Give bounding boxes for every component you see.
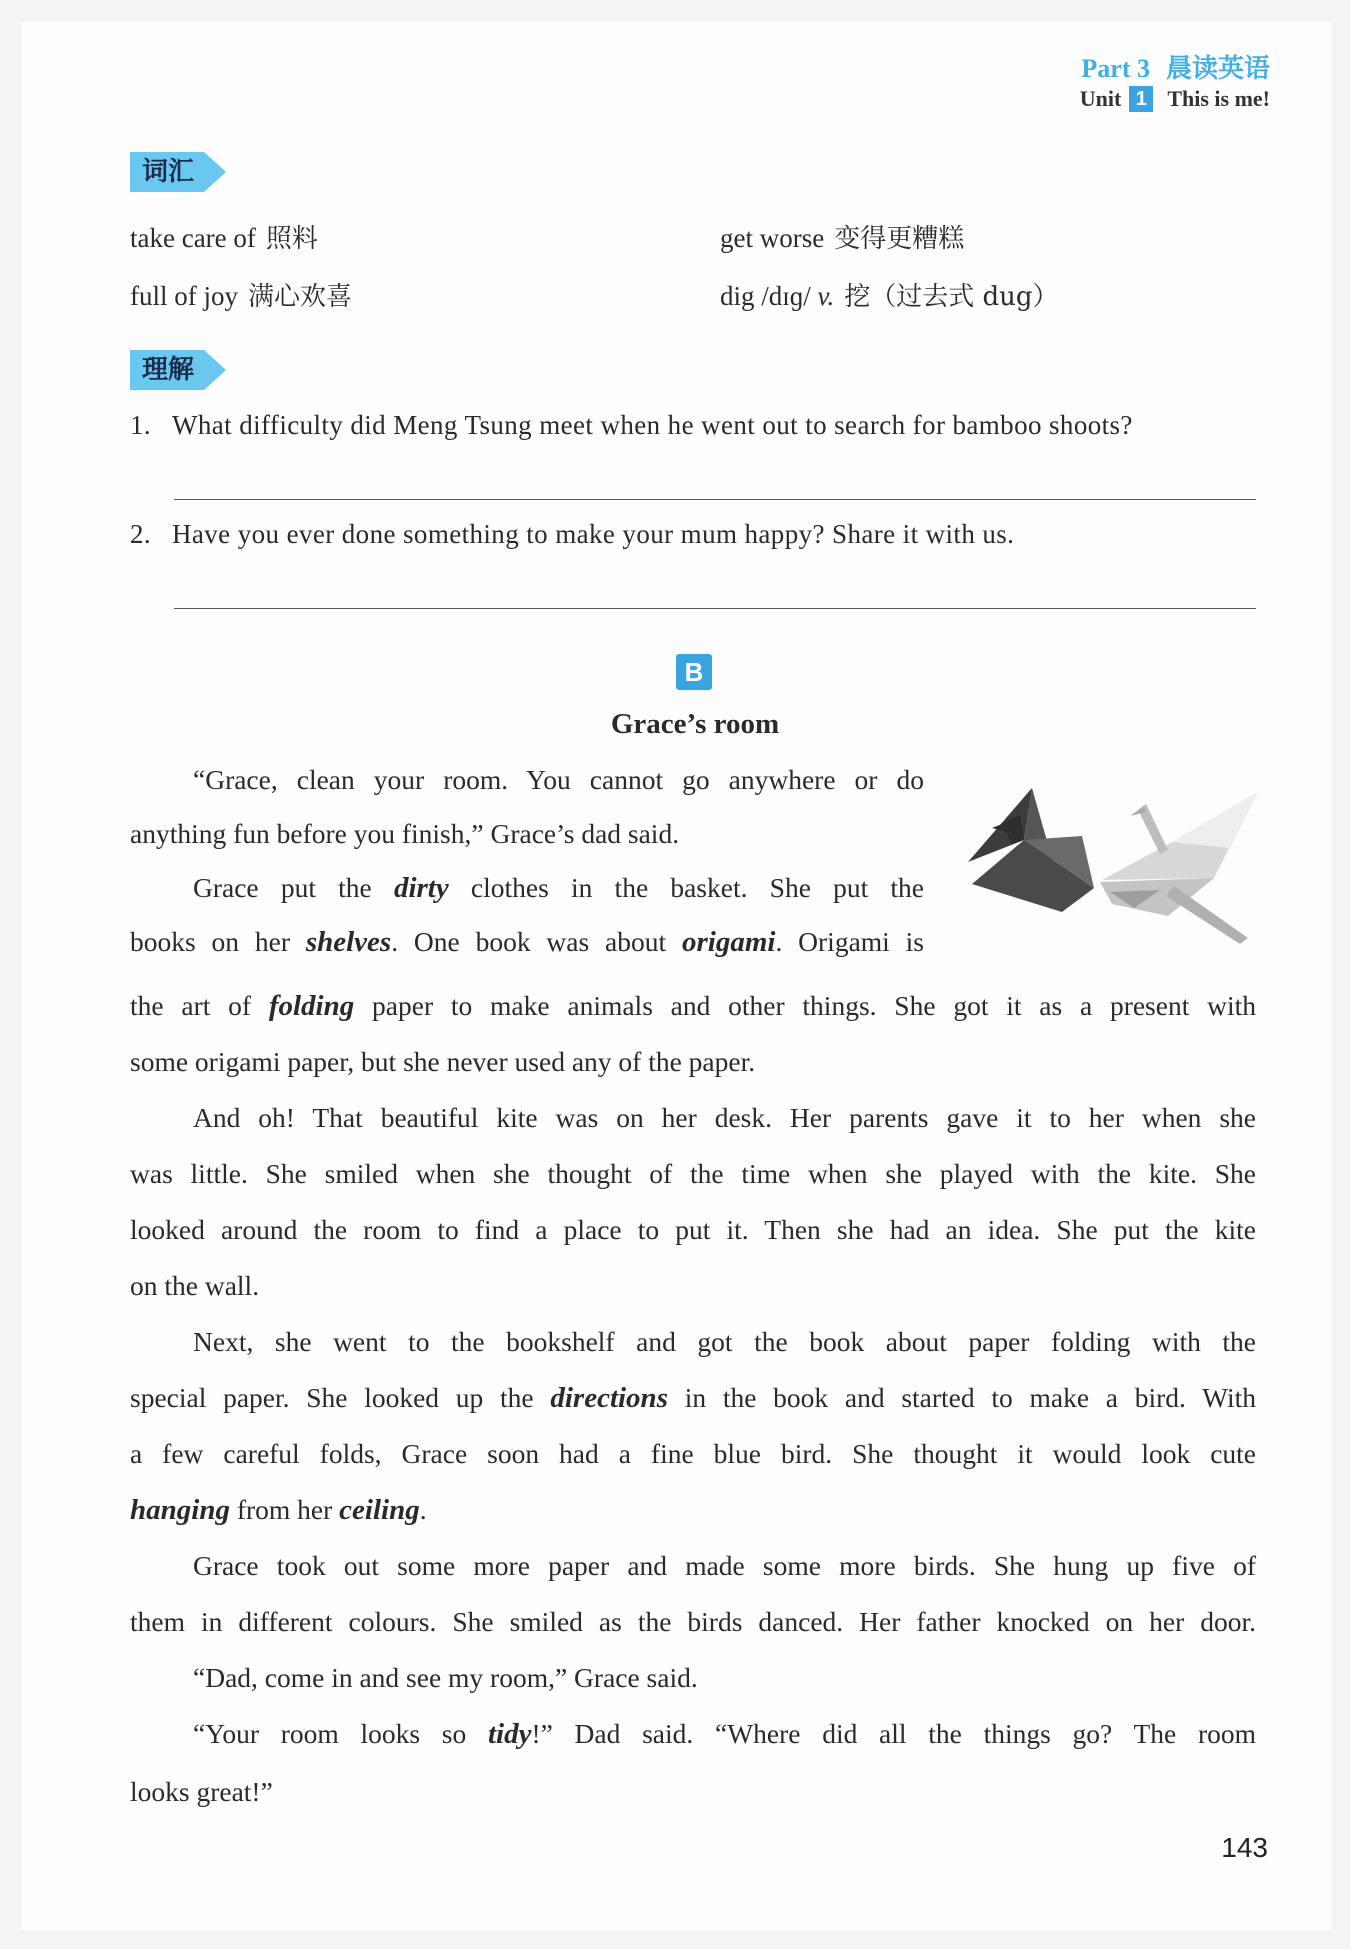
answer-line-2[interactable] [174,608,1256,609]
vocab-section-tag [130,152,226,192]
origami-cranes-illustration [962,788,1258,946]
unit-header [1080,86,1270,112]
tag-arrow-icon [204,152,226,192]
story-line: was little. She smiled when she thought of the time when she played with the kite. She [130,1158,1256,1189]
part-label: Part 3 [1081,54,1150,83]
story-line: a few careful folds, Grace soon had a fine blue bird. She thought it would look cute [130,1438,1256,1469]
vocab-item [130,276,352,313]
story-line: Next, she went to the bookshelf and got the book about paper folding with the [193,1326,1256,1357]
keyword-shelves: shelves [305,926,392,958]
tag-arrow-icon [204,350,226,390]
page-number: 143 [1221,1832,1268,1863]
keyword-origami: origami [681,926,776,958]
question-number: 2. [130,519,152,549]
story-line: And oh! That beautiful kite was on her desk. Her parents gave it to her when she [193,1102,1256,1133]
question-1 [130,410,1133,441]
keyword-dirty: dirty [393,872,449,904]
keyword-tidy: tidy [487,1718,532,1750]
vocab-item [720,218,964,255]
story-title: Grace’s room [610,708,780,740]
keyword-hanging: hanging [130,1494,230,1526]
vocab-cn: 挖（过去式 dug） [844,282,1059,312]
dark-crane-icon [968,788,1094,912]
comprehension-tag-label: 理解 [130,350,204,390]
question-number: 1. [130,410,152,440]
text-run: in the book and started to make a bird. With [684,1382,1256,1413]
story-line: looks great!” [130,1776,273,1807]
story-line: on the wall. [130,1270,260,1301]
section-label-cn: 晨读英语 [1165,54,1270,83]
vocab-en: take care of [130,223,256,253]
keyword-directions: directions [550,1382,668,1414]
story-line: “Dad, come in and see my room,” Grace said. [193,1662,698,1693]
text-run: clothes in the basket. She put the [470,872,925,903]
story-line: looked around the room to find a place to put it. Then she had an idea. She put the kite [130,1214,1256,1245]
vocab-pos: v. [817,281,835,311]
text-run: special paper. She looked up the [130,1382,534,1413]
story-line: some origami paper, but she never used any of the paper. [130,1046,756,1077]
vocab-item [130,218,318,255]
story-line: them in different colours. She smiled as the birds danced. Her father knocked on her door. [130,1606,1256,1637]
story-line: Grace took out some more paper and made some more birds. She hung up five of [193,1550,1256,1581]
story-line [193,1718,1256,1751]
text-run: . [419,1494,427,1525]
story-line [193,872,924,905]
text-run: “Your room looks so [193,1718,467,1749]
text-run: the art of [130,990,252,1021]
text-run: . Origami is [775,926,924,957]
comprehension-section-tag [130,350,226,390]
story-line [130,926,924,959]
vocab-en: full of joy [130,281,238,311]
vocab-cn: 满心欢喜 [248,282,353,312]
story-line: “Grace, clean your room. You cannot go anywhere or do [193,764,924,795]
text-run: paper to make animals and other things. She got it as a present with [372,990,1257,1021]
text-run: from her [236,1494,333,1525]
text-run: !” Dad said. “Where did all the things go? The room [531,1718,1256,1749]
unit-number-badge: 1 [1129,86,1153,112]
part-header [1081,48,1270,85]
question-text: Have you ever done something to make your mum happy? Share it with us. [172,519,1015,549]
white-crane-icon [1100,792,1258,944]
story-line [130,990,1256,1023]
answer-line-1[interactable] [174,499,1256,500]
unit-label: Unit [1079,86,1122,111]
unit-title: This is me! [1167,86,1270,111]
story-line: anything fun before you finish,” Grace’s dad said. [130,818,680,849]
vocab-cn: 变得更糟糕 [834,224,965,254]
keyword-folding: folding [268,990,355,1022]
question-2 [130,519,1014,550]
vocab-cn: 照料 [265,224,318,254]
vocab-item [720,276,1059,313]
section-b-badge: B [676,654,712,690]
story-line [130,1382,1256,1415]
vocab-en: dig /dɪɡ/ [720,281,811,311]
question-text: What difficulty did Meng Tsung meet when he went out to search for bamboo shoots? [172,410,1133,440]
story-line [130,1494,427,1527]
text-run: books on her [130,926,290,957]
text-run: Grace put the [193,872,372,903]
text-run: . One book was about [391,926,667,957]
vocab-tag-label: 词汇 [130,152,204,192]
vocab-en: get worse [720,223,825,253]
keyword-ceiling: ceiling [339,1494,420,1526]
